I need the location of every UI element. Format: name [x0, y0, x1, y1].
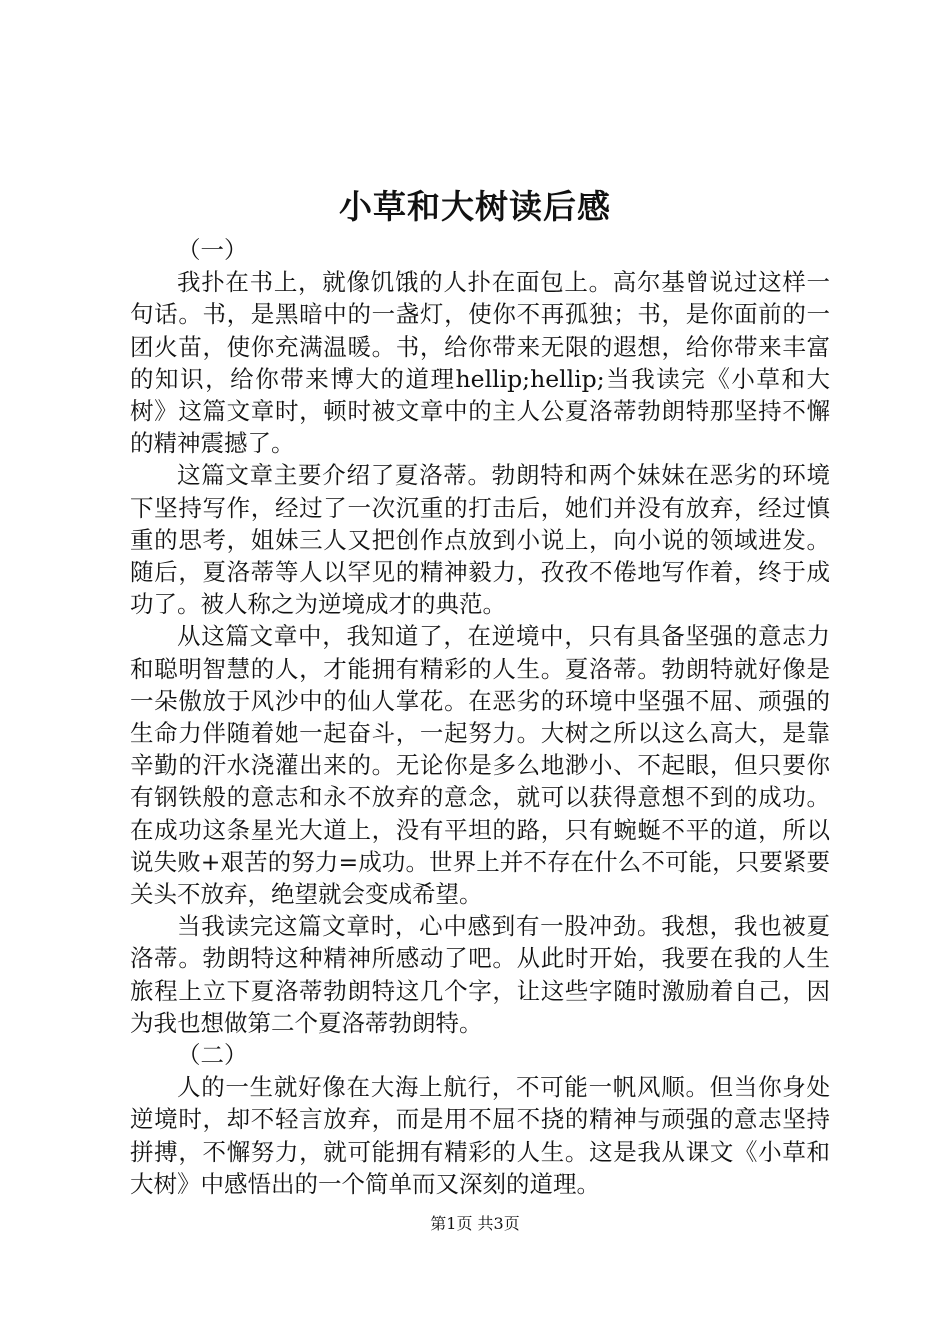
paragraph: 当我读完这篇文章时，心中感到有一股冲劲。我想，我也被夏洛蒂。勃朗特这种精神所感动了吧。从此时开始，我要在我的人生旅程上立下夏洛蒂勃朗特这几个字，让这些字随时激励着自己，因为我也想做第二个夏洛蒂勃朗特。 [130, 912, 830, 1037]
paragraph: 这篇文章主要介绍了夏洛蒂。勃朗特和两个妹妹在恶劣的环境下坚持写作，经过了一次沉重的打击后，她们并没有放弃，经过慎重的思考，姐妹三人又把创作点放到小说上，向小说的领域进发。随后，夏洛蒂等人以罕见的精神毅力，孜孜不倦地写作着，终于成功了。被人称之为逆境成才的典范。 [130, 461, 830, 619]
paragraph: 人的一生就好像在大海上航行，不可能一帆风顺。但当你身处逆境时，却不轻言放弃，而是用不屈不挠的精神与顽强的意志坚持拼搏，不懈努力，就可能拥有精彩的人生。这是我从课文《小草和大树》中感悟出的一个简单而又深刻的道理。 [130, 1073, 830, 1198]
section-heading-two: （二） [177, 1041, 248, 1070]
document-body [130, 234, 830, 1200]
paragraph: 我扑在书上，就像饥饿的人扑在面包上。高尔基曾说过这样一句话。书，是黑暗中的一盏灯，使你不再孤独；书，是你面前的一团火苗，使你充满温暖。书，给你带来无限的遐想，给你带来丰富的知识，给你带来博大的道理hellip;hellip;当我读完《小草和大树》这篇文章时，顿时被文章中的主人公夏洛蒂勃朗特那坚持不懈的精神震撼了。 [130, 268, 830, 458]
page-number-footer: 第1页 共3页 [430, 1214, 520, 1233]
section-heading-one: （一） [177, 236, 248, 264]
paragraph: 从这篇文章中，我知道了，在逆境中，只有具备坚强的意志力和聪明智慧的人，才能拥有精彩的人生。夏洛蒂。勃朗特就好像是一朵傲放于风沙中的仙人掌花。在恶劣的环境中坚强不屈、顽强的生命力伴随着她一起奋斗，一起努力。大树之所以这么高大，是靠辛勤的汗水浇灌出来的。无论你是多么地渺小、不起眼，但只要你有钢铁般的意志和永不放弃的意念，就可以获得意想不到的成功。在成功这条星光大道上，没有平坦的路，只有蜿蜒不平的道，所以说失败+艰苦的努力=成功。世界上并不存在什么不可能，只要紧要关头不放弃，绝望就会变成希望。 [130, 622, 830, 909]
document-title: 小草和大树读后感 [339, 187, 611, 226]
